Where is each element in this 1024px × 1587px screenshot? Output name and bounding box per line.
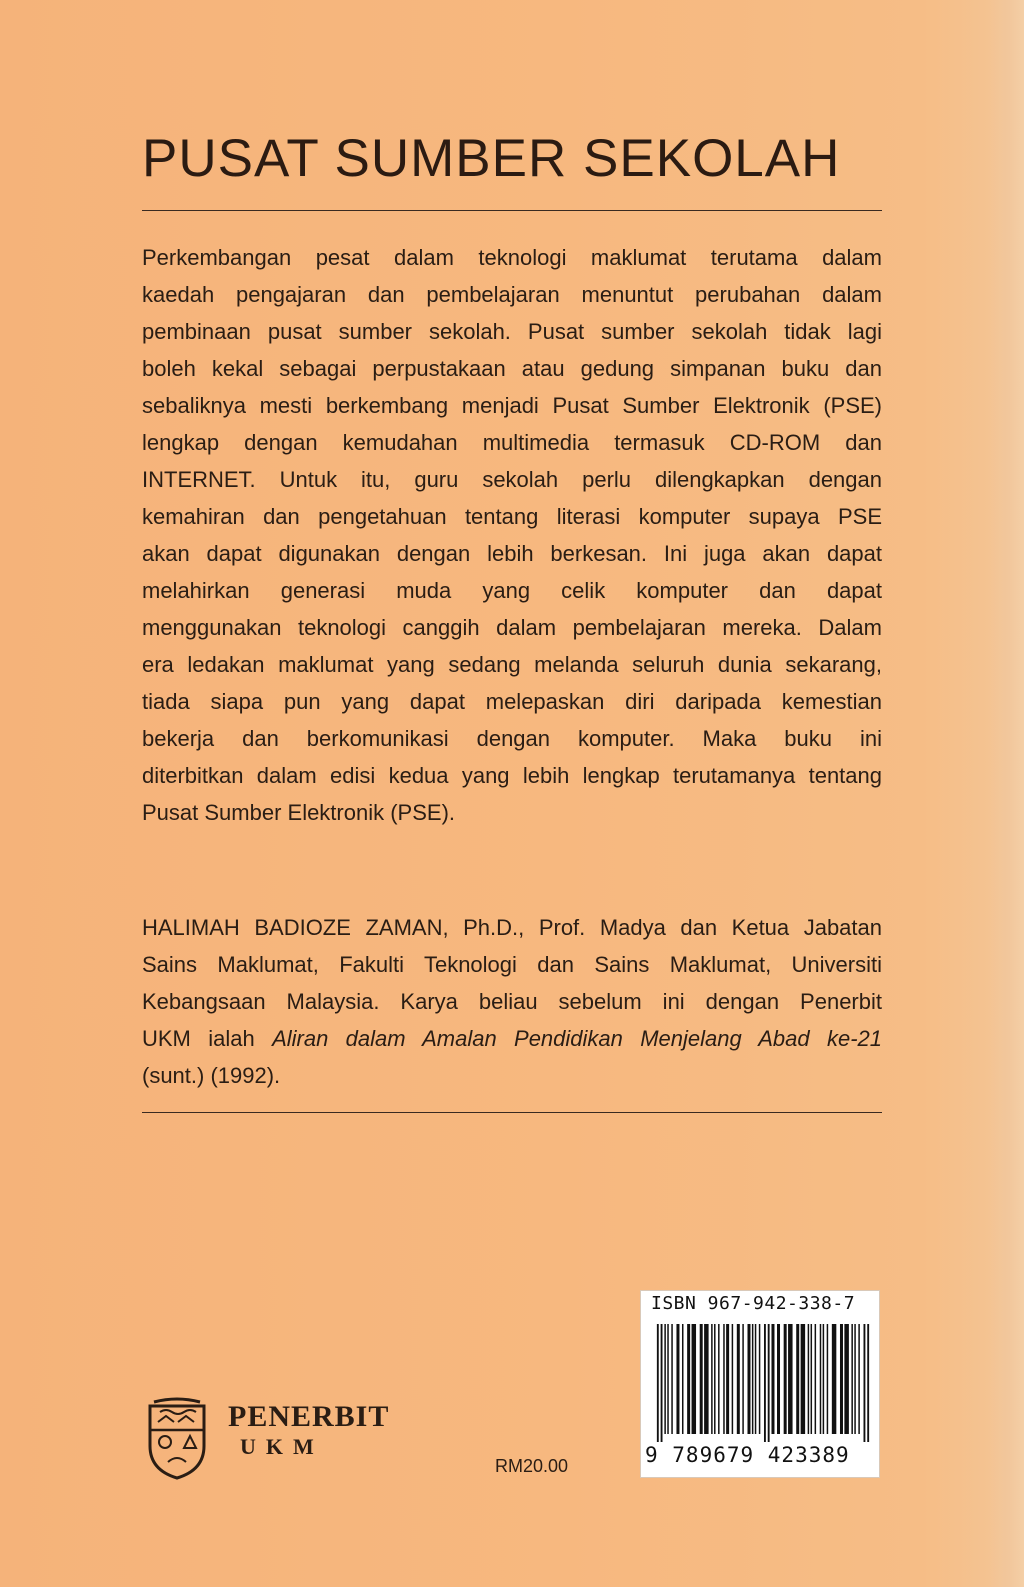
barcode-bar bbox=[737, 1324, 740, 1434]
barcode-bar bbox=[682, 1324, 683, 1434]
description-line: diterbitkan dalam edisi kedua yang lebih lengkap terutamanya tentang bbox=[142, 763, 882, 788]
publisher-name: PENERBIT bbox=[228, 1400, 390, 1433]
barcode-bar bbox=[844, 1324, 848, 1434]
barcode-bar bbox=[752, 1324, 753, 1434]
description-line: kemahiran dan pengetahuan tentang literasi komputer supaya PSE bbox=[142, 504, 882, 529]
barcode-bar bbox=[784, 1324, 787, 1434]
title-divider bbox=[142, 210, 882, 211]
barcode-bar bbox=[777, 1324, 780, 1434]
barcode-bar bbox=[854, 1324, 855, 1434]
barcode-bar bbox=[788, 1324, 792, 1434]
barcode-bar bbox=[808, 1324, 809, 1434]
author-bio-line: Sains Maklumat, Fakulti Teknologi dan Sains Maklumat, Universiti bbox=[142, 952, 882, 977]
barcode-bar bbox=[815, 1324, 816, 1434]
description-line: INTERNET. Untuk itu, guru sekolah perlu dilengkapkan dengan bbox=[142, 467, 882, 492]
barcode-bar bbox=[687, 1324, 690, 1434]
book-title: PUSAT SUMBER SEKOLAH bbox=[142, 129, 841, 188]
isbn-digits: 9 789679 423389 bbox=[645, 1443, 850, 1467]
description-line: sebaliknya mesti berkembang menjadi Pusat Sumber Elektronik (PSE) bbox=[142, 393, 882, 418]
barcode-bar bbox=[671, 1324, 672, 1434]
barcode-bar bbox=[771, 1324, 774, 1434]
author-bio-line bbox=[142, 1020, 882, 1057]
description-line: boleh kekal sebagai perpustakaan atau gedung simpanan buku dan bbox=[142, 356, 882, 381]
barcode-bar bbox=[664, 1324, 665, 1434]
barcode-bar bbox=[823, 1324, 824, 1434]
isbn-label: ISBN 967-942-338-7 bbox=[651, 1293, 856, 1314]
description-line: menggunakan teknologi canggih dalam pembelajaran mereka. Dalam bbox=[142, 615, 882, 640]
barcode-bar bbox=[723, 1324, 724, 1434]
description-line: tiada siapa pun yang dapat melepaskan diri daripada kemestian bbox=[142, 689, 882, 714]
barcode-bar bbox=[700, 1324, 703, 1434]
book-description bbox=[142, 239, 882, 831]
barcode-bar bbox=[667, 1324, 668, 1434]
barcode-bar bbox=[801, 1324, 805, 1434]
barcode-bar bbox=[661, 1324, 663, 1442]
description-line: era ledakan maklumat yang sedang melanda seluruh dunia sekarang, bbox=[142, 652, 882, 677]
barcode-bar bbox=[726, 1324, 729, 1434]
description-line: kaedah pengajaran dan pembelajaran menuntut perubahan dalam bbox=[142, 282, 882, 307]
price-label: RM20.00 bbox=[495, 1456, 569, 1476]
barcode-bar bbox=[796, 1324, 799, 1434]
barcode-bar bbox=[811, 1324, 812, 1434]
description-line: Pusat Sumber Elektronik (PSE). bbox=[142, 800, 456, 825]
barcode-bar bbox=[711, 1324, 712, 1434]
bottom-divider bbox=[142, 1112, 882, 1113]
barcode-bar bbox=[864, 1324, 866, 1442]
description-line: bekerja dan berkomunikasi dengan komputer. Maka buku ini bbox=[142, 726, 882, 751]
barcode-bar bbox=[820, 1324, 821, 1434]
author-bio-line: Kebangsaan Malaysia. Karya beliau sebelum ini dengan Penerbit bbox=[142, 989, 882, 1014]
barcode-bar bbox=[657, 1324, 659, 1442]
description-line: melahirkan generasi muda yang celik komputer dan dapat bbox=[142, 578, 882, 603]
description-line: lengkap dengan kemudahan multimedia termasuk CD-ROM dan bbox=[142, 430, 882, 455]
barcode-bar bbox=[747, 1324, 750, 1434]
description-line: pembinaan pusat sumber sekolah. Pusat sumber sekolah tidak lagi bbox=[142, 319, 882, 344]
author-bio bbox=[142, 909, 882, 1094]
barcode-bar bbox=[755, 1324, 756, 1434]
barcode-bar bbox=[742, 1324, 743, 1434]
publisher-wordmark bbox=[228, 1402, 389, 1462]
author-bio-line: HALIMAH BADIOZE ZAMAN, Ph.D., Prof. Madya dan Ketua Jabatan bbox=[142, 915, 882, 940]
ukm-crest-icon bbox=[144, 1396, 210, 1480]
barcode-bar bbox=[827, 1324, 828, 1434]
barcode-bar bbox=[704, 1324, 708, 1434]
author-bio-prefix: UKM ialah bbox=[142, 1026, 255, 1051]
description-line: akan dapat digunakan dengan lebih berkesan. Ini juga akan dapat bbox=[142, 541, 882, 566]
barcode-bar bbox=[768, 1324, 770, 1442]
description-line: Perkembangan pesat dalam teknologi maklumat terutama dalam bbox=[142, 245, 882, 270]
previous-work-title: Aliran dalam Amalan Pendidikan Menjelang Abad ke-21 bbox=[272, 1026, 882, 1051]
barcode-bar bbox=[714, 1324, 715, 1434]
publisher-abbrev: UKM bbox=[240, 1434, 324, 1459]
barcode-bar bbox=[759, 1324, 760, 1434]
barcode-bar bbox=[851, 1324, 852, 1434]
barcode-bar bbox=[676, 1324, 679, 1434]
spine-edge bbox=[988, 0, 1024, 1587]
barcode-bar bbox=[832, 1324, 836, 1434]
isbn-barcode-box bbox=[640, 1290, 880, 1478]
barcode-bar bbox=[692, 1324, 696, 1434]
barcode-bar bbox=[732, 1324, 733, 1434]
author-bio-line: (sunt.) (1992). bbox=[142, 1063, 281, 1088]
barcode-bar bbox=[718, 1324, 719, 1434]
barcode-bar bbox=[764, 1324, 766, 1442]
barcode-bar bbox=[858, 1324, 859, 1434]
barcode-icon bbox=[655, 1324, 871, 1442]
barcode-bar bbox=[867, 1324, 869, 1442]
barcode-bar bbox=[840, 1324, 843, 1434]
